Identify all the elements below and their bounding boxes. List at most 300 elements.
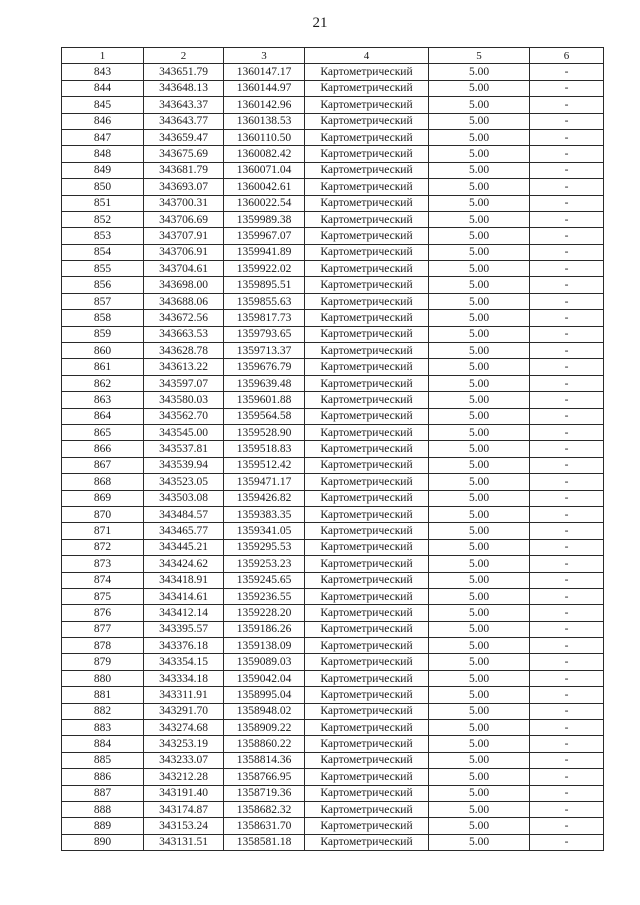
point-number-cell: 885 bbox=[62, 752, 144, 768]
method-cell: Картометрический bbox=[305, 834, 429, 850]
point-number-cell: 876 bbox=[62, 605, 144, 621]
y-coordinate-cell: 1359341.05 bbox=[224, 523, 305, 539]
column-header-4: 4 bbox=[305, 48, 429, 64]
note-cell: - bbox=[530, 818, 604, 834]
y-coordinate-cell: 1358995.04 bbox=[224, 687, 305, 703]
point-number-cell: 884 bbox=[62, 736, 144, 752]
method-cell: Картометрический bbox=[305, 64, 429, 80]
accuracy-cell: 5.00 bbox=[429, 343, 530, 359]
x-coordinate-cell: 343613.22 bbox=[144, 359, 224, 375]
accuracy-cell: 5.00 bbox=[429, 441, 530, 457]
method-cell: Картометрический bbox=[305, 343, 429, 359]
table-body bbox=[62, 64, 604, 851]
y-coordinate-cell: 1358581.18 bbox=[224, 834, 305, 850]
note-cell: - bbox=[530, 195, 604, 211]
point-number-cell: 867 bbox=[62, 457, 144, 473]
note-cell: - bbox=[530, 801, 604, 817]
point-number-cell: 864 bbox=[62, 408, 144, 424]
method-cell: Картометрический bbox=[305, 654, 429, 670]
point-number-cell: 853 bbox=[62, 228, 144, 244]
accuracy-cell: 5.00 bbox=[429, 359, 530, 375]
y-coordinate-cell: 1359295.53 bbox=[224, 539, 305, 555]
y-coordinate-cell: 1359895.51 bbox=[224, 277, 305, 293]
column-header-6: 6 bbox=[530, 48, 604, 64]
point-number-cell: 863 bbox=[62, 392, 144, 408]
accuracy-cell: 5.00 bbox=[429, 179, 530, 195]
x-coordinate-cell: 343672.56 bbox=[144, 310, 224, 326]
point-number-cell: 873 bbox=[62, 556, 144, 572]
table-row bbox=[62, 195, 604, 211]
x-coordinate-cell: 343418.91 bbox=[144, 572, 224, 588]
note-cell: - bbox=[530, 375, 604, 391]
note-cell: - bbox=[530, 113, 604, 129]
table-row bbox=[62, 752, 604, 768]
note-cell: - bbox=[530, 162, 604, 178]
table-row bbox=[62, 638, 604, 654]
note-cell: - bbox=[530, 441, 604, 457]
y-coordinate-cell: 1358719.36 bbox=[224, 785, 305, 801]
accuracy-cell: 5.00 bbox=[429, 408, 530, 424]
point-number-cell: 882 bbox=[62, 703, 144, 719]
y-coordinate-cell: 1358860.22 bbox=[224, 736, 305, 752]
method-cell: Картометрический bbox=[305, 638, 429, 654]
note-cell: - bbox=[530, 834, 604, 850]
y-coordinate-cell: 1359941.89 bbox=[224, 244, 305, 260]
accuracy-cell: 5.00 bbox=[429, 720, 530, 736]
table-row bbox=[62, 556, 604, 572]
table-row bbox=[62, 834, 604, 850]
method-cell: Картометрический bbox=[305, 523, 429, 539]
note-cell: - bbox=[530, 539, 604, 555]
x-coordinate-cell: 343233.07 bbox=[144, 752, 224, 768]
table-row bbox=[62, 687, 604, 703]
point-number-cell: 856 bbox=[62, 277, 144, 293]
method-cell: Картометрический bbox=[305, 424, 429, 440]
accuracy-cell: 5.00 bbox=[429, 228, 530, 244]
point-number-cell: 865 bbox=[62, 424, 144, 440]
accuracy-cell: 5.00 bbox=[429, 457, 530, 473]
table-row bbox=[62, 424, 604, 440]
note-cell: - bbox=[530, 244, 604, 260]
point-number-cell: 871 bbox=[62, 523, 144, 539]
accuracy-cell: 5.00 bbox=[429, 703, 530, 719]
point-number-cell: 859 bbox=[62, 326, 144, 342]
method-cell: Картометрический bbox=[305, 752, 429, 768]
point-number-cell: 843 bbox=[62, 64, 144, 80]
point-number-cell: 869 bbox=[62, 490, 144, 506]
note-cell: - bbox=[530, 211, 604, 227]
note-cell: - bbox=[530, 146, 604, 162]
y-coordinate-cell: 1359989.38 bbox=[224, 211, 305, 227]
note-cell: - bbox=[530, 506, 604, 522]
table-header bbox=[62, 48, 604, 64]
table-row bbox=[62, 359, 604, 375]
x-coordinate-cell: 343706.91 bbox=[144, 244, 224, 260]
y-coordinate-cell: 1360042.61 bbox=[224, 179, 305, 195]
accuracy-cell: 5.00 bbox=[429, 195, 530, 211]
note-cell: - bbox=[530, 523, 604, 539]
note-cell: - bbox=[530, 293, 604, 309]
table-row bbox=[62, 162, 604, 178]
point-number-cell: 888 bbox=[62, 801, 144, 817]
y-coordinate-cell: 1359138.09 bbox=[224, 638, 305, 654]
point-number-cell: 858 bbox=[62, 310, 144, 326]
table-row bbox=[62, 97, 604, 113]
y-coordinate-cell: 1358948.02 bbox=[224, 703, 305, 719]
table-row bbox=[62, 605, 604, 621]
y-coordinate-cell: 1359601.88 bbox=[224, 392, 305, 408]
y-coordinate-cell: 1359564.58 bbox=[224, 408, 305, 424]
y-coordinate-cell: 1358682.32 bbox=[224, 801, 305, 817]
table-row bbox=[62, 326, 604, 342]
x-coordinate-cell: 343597.07 bbox=[144, 375, 224, 391]
table-row bbox=[62, 129, 604, 145]
x-coordinate-cell: 343465.77 bbox=[144, 523, 224, 539]
x-coordinate-cell: 343659.47 bbox=[144, 129, 224, 145]
accuracy-cell: 5.00 bbox=[429, 326, 530, 342]
method-cell: Картометрический bbox=[305, 179, 429, 195]
point-number-cell: 850 bbox=[62, 179, 144, 195]
note-cell: - bbox=[530, 80, 604, 96]
table-row bbox=[62, 293, 604, 309]
note-cell: - bbox=[530, 179, 604, 195]
method-cell: Картометрический bbox=[305, 80, 429, 96]
note-cell: - bbox=[530, 474, 604, 490]
table-row bbox=[62, 703, 604, 719]
method-cell: Картометрический bbox=[305, 506, 429, 522]
accuracy-cell: 5.00 bbox=[429, 769, 530, 785]
point-number-cell: 880 bbox=[62, 670, 144, 686]
x-coordinate-cell: 343643.37 bbox=[144, 97, 224, 113]
x-coordinate-cell: 343537.81 bbox=[144, 441, 224, 457]
method-cell: Картометрический bbox=[305, 556, 429, 572]
accuracy-cell: 5.00 bbox=[429, 293, 530, 309]
method-cell: Картометрический bbox=[305, 359, 429, 375]
method-cell: Картометрический bbox=[305, 326, 429, 342]
point-number-cell: 874 bbox=[62, 572, 144, 588]
y-coordinate-cell: 1360147.17 bbox=[224, 64, 305, 80]
point-number-cell: 849 bbox=[62, 162, 144, 178]
y-coordinate-cell: 1359817.73 bbox=[224, 310, 305, 326]
accuracy-cell: 5.00 bbox=[429, 621, 530, 637]
y-coordinate-cell: 1359186.26 bbox=[224, 621, 305, 637]
y-coordinate-cell: 1360082.42 bbox=[224, 146, 305, 162]
table-row bbox=[62, 785, 604, 801]
note-cell: - bbox=[530, 769, 604, 785]
point-number-cell: 868 bbox=[62, 474, 144, 490]
accuracy-cell: 5.00 bbox=[429, 146, 530, 162]
accuracy-cell: 5.00 bbox=[429, 638, 530, 654]
y-coordinate-cell: 1360144.97 bbox=[224, 80, 305, 96]
y-coordinate-cell: 1358631.70 bbox=[224, 818, 305, 834]
method-cell: Картометрический bbox=[305, 441, 429, 457]
point-number-cell: 861 bbox=[62, 359, 144, 375]
method-cell: Картометрический bbox=[305, 277, 429, 293]
point-number-cell: 857 bbox=[62, 293, 144, 309]
x-coordinate-cell: 343580.03 bbox=[144, 392, 224, 408]
table-row bbox=[62, 441, 604, 457]
method-cell: Картометрический bbox=[305, 408, 429, 424]
table-row bbox=[62, 343, 604, 359]
point-number-cell: 889 bbox=[62, 818, 144, 834]
point-number-cell: 886 bbox=[62, 769, 144, 785]
method-cell: Картометрический bbox=[305, 113, 429, 129]
table-row bbox=[62, 113, 604, 129]
x-coordinate-cell: 343628.78 bbox=[144, 343, 224, 359]
x-coordinate-cell: 343253.19 bbox=[144, 736, 224, 752]
table-row bbox=[62, 211, 604, 227]
y-coordinate-cell: 1359793.65 bbox=[224, 326, 305, 342]
accuracy-cell: 5.00 bbox=[429, 392, 530, 408]
accuracy-cell: 5.00 bbox=[429, 506, 530, 522]
note-cell: - bbox=[530, 129, 604, 145]
table-row bbox=[62, 506, 604, 522]
accuracy-cell: 5.00 bbox=[429, 687, 530, 703]
x-coordinate-cell: 343681.79 bbox=[144, 162, 224, 178]
x-coordinate-cell: 343153.24 bbox=[144, 818, 224, 834]
accuracy-cell: 5.00 bbox=[429, 801, 530, 817]
x-coordinate-cell: 343174.87 bbox=[144, 801, 224, 817]
accuracy-cell: 5.00 bbox=[429, 310, 530, 326]
y-coordinate-cell: 1359383.35 bbox=[224, 506, 305, 522]
x-coordinate-cell: 343698.00 bbox=[144, 277, 224, 293]
method-cell: Картометрический bbox=[305, 261, 429, 277]
note-cell: - bbox=[530, 638, 604, 654]
y-coordinate-cell: 1359512.42 bbox=[224, 457, 305, 473]
table-row bbox=[62, 80, 604, 96]
accuracy-cell: 5.00 bbox=[429, 670, 530, 686]
note-cell: - bbox=[530, 408, 604, 424]
method-cell: Картометрический bbox=[305, 457, 429, 473]
x-coordinate-cell: 343503.08 bbox=[144, 490, 224, 506]
method-cell: Картометрический bbox=[305, 572, 429, 588]
x-coordinate-cell: 343693.07 bbox=[144, 179, 224, 195]
y-coordinate-cell: 1359639.48 bbox=[224, 375, 305, 391]
point-number-cell: 855 bbox=[62, 261, 144, 277]
y-coordinate-cell: 1360022.54 bbox=[224, 195, 305, 211]
method-cell: Картометрический bbox=[305, 621, 429, 637]
y-coordinate-cell: 1359922.02 bbox=[224, 261, 305, 277]
column-header-5: 5 bbox=[429, 48, 530, 64]
accuracy-cell: 5.00 bbox=[429, 490, 530, 506]
accuracy-cell: 5.00 bbox=[429, 375, 530, 391]
note-cell: - bbox=[530, 752, 604, 768]
x-coordinate-cell: 343562.70 bbox=[144, 408, 224, 424]
method-cell: Картометрический bbox=[305, 736, 429, 752]
table-row bbox=[62, 146, 604, 162]
method-cell: Картометрический bbox=[305, 588, 429, 604]
point-number-cell: 862 bbox=[62, 375, 144, 391]
y-coordinate-cell: 1359676.79 bbox=[224, 359, 305, 375]
accuracy-cell: 5.00 bbox=[429, 834, 530, 850]
x-coordinate-cell: 343414.61 bbox=[144, 588, 224, 604]
x-coordinate-cell: 343545.00 bbox=[144, 424, 224, 440]
note-cell: - bbox=[530, 261, 604, 277]
accuracy-cell: 5.00 bbox=[429, 113, 530, 129]
accuracy-cell: 5.00 bbox=[429, 785, 530, 801]
table-row bbox=[62, 490, 604, 506]
method-cell: Картометрический bbox=[305, 228, 429, 244]
table-row bbox=[62, 572, 604, 588]
y-coordinate-cell: 1359967.07 bbox=[224, 228, 305, 244]
note-cell: - bbox=[530, 424, 604, 440]
point-number-cell: 866 bbox=[62, 441, 144, 457]
accuracy-cell: 5.00 bbox=[429, 211, 530, 227]
point-number-cell: 877 bbox=[62, 621, 144, 637]
point-number-cell: 852 bbox=[62, 211, 144, 227]
y-coordinate-cell: 1359089.03 bbox=[224, 654, 305, 670]
y-coordinate-cell: 1360142.96 bbox=[224, 97, 305, 113]
note-cell: - bbox=[530, 326, 604, 342]
x-coordinate-cell: 343663.53 bbox=[144, 326, 224, 342]
method-cell: Картометрический bbox=[305, 310, 429, 326]
accuracy-cell: 5.00 bbox=[429, 244, 530, 260]
point-number-cell: 890 bbox=[62, 834, 144, 850]
x-coordinate-cell: 343212.28 bbox=[144, 769, 224, 785]
table-row bbox=[62, 654, 604, 670]
y-coordinate-cell: 1359518.83 bbox=[224, 441, 305, 457]
accuracy-cell: 5.00 bbox=[429, 474, 530, 490]
accuracy-cell: 5.00 bbox=[429, 97, 530, 113]
method-cell: Картометрический bbox=[305, 818, 429, 834]
note-cell: - bbox=[530, 670, 604, 686]
method-cell: Картометрический bbox=[305, 293, 429, 309]
method-cell: Картометрический bbox=[305, 605, 429, 621]
method-cell: Картометрический bbox=[305, 785, 429, 801]
table-row bbox=[62, 769, 604, 785]
note-cell: - bbox=[530, 572, 604, 588]
note-cell: - bbox=[530, 64, 604, 80]
point-number-cell: 844 bbox=[62, 80, 144, 96]
table-row bbox=[62, 818, 604, 834]
table-row bbox=[62, 310, 604, 326]
y-coordinate-cell: 1359471.17 bbox=[224, 474, 305, 490]
x-coordinate-cell: 343704.61 bbox=[144, 261, 224, 277]
x-coordinate-cell: 343334.18 bbox=[144, 670, 224, 686]
y-coordinate-cell: 1359713.37 bbox=[224, 343, 305, 359]
method-cell: Картометрический bbox=[305, 129, 429, 145]
note-cell: - bbox=[530, 556, 604, 572]
x-coordinate-cell: 343700.31 bbox=[144, 195, 224, 211]
note-cell: - bbox=[530, 605, 604, 621]
x-coordinate-cell: 343376.18 bbox=[144, 638, 224, 654]
method-cell: Картометрический bbox=[305, 490, 429, 506]
method-cell: Картометрический bbox=[305, 146, 429, 162]
table-row bbox=[62, 523, 604, 539]
accuracy-cell: 5.00 bbox=[429, 162, 530, 178]
accuracy-cell: 5.00 bbox=[429, 424, 530, 440]
note-cell: - bbox=[530, 785, 604, 801]
accuracy-cell: 5.00 bbox=[429, 539, 530, 555]
table-row bbox=[62, 179, 604, 195]
note-cell: - bbox=[530, 703, 604, 719]
accuracy-cell: 5.00 bbox=[429, 64, 530, 80]
accuracy-cell: 5.00 bbox=[429, 556, 530, 572]
point-number-cell: 887 bbox=[62, 785, 144, 801]
y-coordinate-cell: 1359528.90 bbox=[224, 424, 305, 440]
method-cell: Картометрический bbox=[305, 474, 429, 490]
coordinates-table bbox=[61, 47, 604, 851]
method-cell: Картометрический bbox=[305, 720, 429, 736]
x-coordinate-cell: 343445.21 bbox=[144, 539, 224, 555]
x-coordinate-cell: 343539.94 bbox=[144, 457, 224, 473]
accuracy-cell: 5.00 bbox=[429, 736, 530, 752]
x-coordinate-cell: 343412.14 bbox=[144, 605, 224, 621]
note-cell: - bbox=[530, 343, 604, 359]
table-row bbox=[62, 277, 604, 293]
point-number-cell: 845 bbox=[62, 97, 144, 113]
table-row bbox=[62, 408, 604, 424]
method-cell: Картометрический bbox=[305, 211, 429, 227]
note-cell: - bbox=[530, 392, 604, 408]
point-number-cell: 846 bbox=[62, 113, 144, 129]
column-header-2: 2 bbox=[144, 48, 224, 64]
method-cell: Картометрический bbox=[305, 769, 429, 785]
note-cell: - bbox=[530, 621, 604, 637]
point-number-cell: 875 bbox=[62, 588, 144, 604]
point-number-cell: 848 bbox=[62, 146, 144, 162]
page-number: 21 bbox=[312, 15, 328, 31]
point-number-cell: 878 bbox=[62, 638, 144, 654]
y-coordinate-cell: 1358766.95 bbox=[224, 769, 305, 785]
table-row bbox=[62, 392, 604, 408]
point-number-cell: 872 bbox=[62, 539, 144, 555]
method-cell: Картометрический bbox=[305, 392, 429, 408]
x-coordinate-cell: 343707.91 bbox=[144, 228, 224, 244]
x-coordinate-cell: 343131.51 bbox=[144, 834, 224, 850]
y-coordinate-cell: 1359245.65 bbox=[224, 572, 305, 588]
table-row bbox=[62, 670, 604, 686]
note-cell: - bbox=[530, 228, 604, 244]
method-cell: Картометрический bbox=[305, 801, 429, 817]
point-number-cell: 851 bbox=[62, 195, 144, 211]
table-row bbox=[62, 720, 604, 736]
method-cell: Картометрический bbox=[305, 244, 429, 260]
x-coordinate-cell: 343484.57 bbox=[144, 506, 224, 522]
method-cell: Картометрический bbox=[305, 97, 429, 113]
method-cell: Картометрический bbox=[305, 670, 429, 686]
note-cell: - bbox=[530, 654, 604, 670]
accuracy-cell: 5.00 bbox=[429, 523, 530, 539]
accuracy-cell: 5.00 bbox=[429, 129, 530, 145]
table-row bbox=[62, 261, 604, 277]
x-coordinate-cell: 343688.06 bbox=[144, 293, 224, 309]
x-coordinate-cell: 343651.79 bbox=[144, 64, 224, 80]
point-number-cell: 860 bbox=[62, 343, 144, 359]
accuracy-cell: 5.00 bbox=[429, 80, 530, 96]
note-cell: - bbox=[530, 720, 604, 736]
x-coordinate-cell: 343648.13 bbox=[144, 80, 224, 96]
accuracy-cell: 5.00 bbox=[429, 277, 530, 293]
y-coordinate-cell: 1358814.36 bbox=[224, 752, 305, 768]
header-row bbox=[62, 48, 604, 64]
method-cell: Картометрический bbox=[305, 375, 429, 391]
x-coordinate-cell: 343274.68 bbox=[144, 720, 224, 736]
point-number-cell: 847 bbox=[62, 129, 144, 145]
accuracy-cell: 5.00 bbox=[429, 818, 530, 834]
x-coordinate-cell: 343523.05 bbox=[144, 474, 224, 490]
method-cell: Картометрический bbox=[305, 539, 429, 555]
x-coordinate-cell: 343191.40 bbox=[144, 785, 224, 801]
table-row bbox=[62, 375, 604, 391]
point-number-cell: 854 bbox=[62, 244, 144, 260]
table-row bbox=[62, 457, 604, 473]
y-coordinate-cell: 1359253.23 bbox=[224, 556, 305, 572]
x-coordinate-cell: 343395.57 bbox=[144, 621, 224, 637]
accuracy-cell: 5.00 bbox=[429, 261, 530, 277]
table-row bbox=[62, 539, 604, 555]
table-row bbox=[62, 621, 604, 637]
